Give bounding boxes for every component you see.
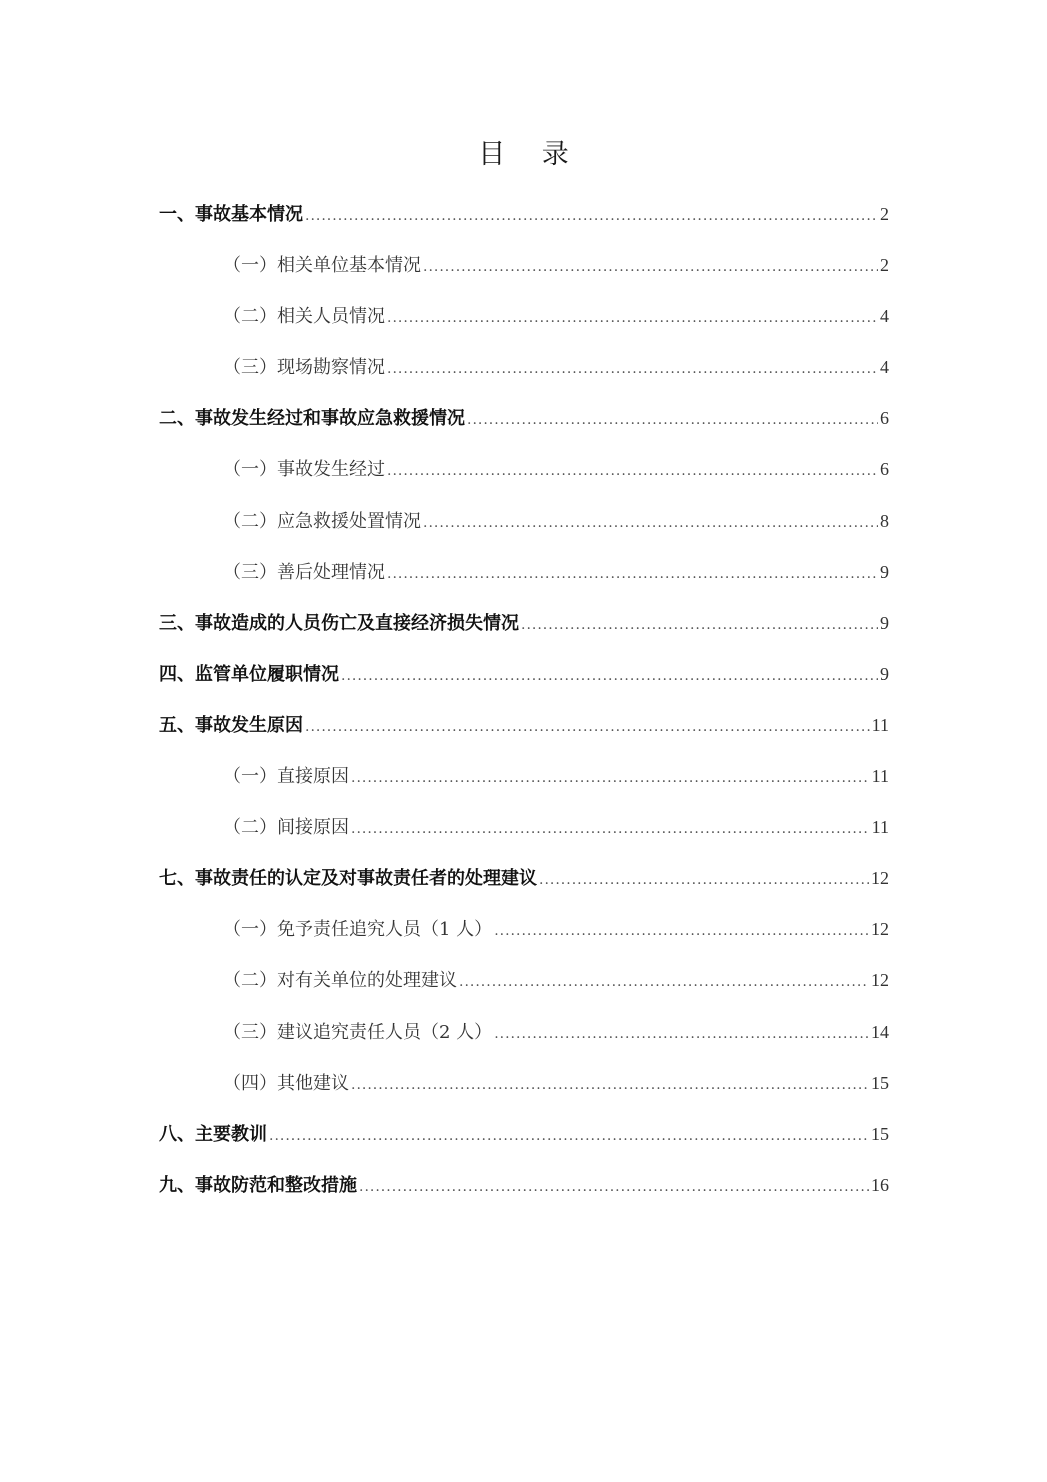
toc-entry[interactable] xyxy=(159,554,889,605)
toc-entry-page: 11 xyxy=(871,817,889,838)
toc-entry-label: （一）免予责任追究人员（1 人） xyxy=(223,919,493,941)
toc-entry[interactable] xyxy=(159,349,889,400)
toc-entry[interactable] xyxy=(159,707,889,758)
toc-entry[interactable] xyxy=(159,809,889,860)
toc-dot-leader xyxy=(341,658,878,694)
toc-entry[interactable] xyxy=(159,1167,889,1218)
toc-entry[interactable] xyxy=(159,911,889,962)
toc-entry-page: 14 xyxy=(871,1021,889,1042)
toc-dot-leader xyxy=(351,1067,869,1103)
toc-entry-page: 4 xyxy=(880,306,889,327)
toc-entry-page: 12 xyxy=(871,919,889,940)
toc-dot-leader xyxy=(387,453,878,489)
toc-entry-page: 15 xyxy=(871,1123,889,1144)
toc-entry-label: （二）相关人员情况 xyxy=(223,306,385,328)
toc-entry[interactable] xyxy=(159,451,889,502)
toc-entry-page: 4 xyxy=(880,357,889,378)
toc-entry[interactable] xyxy=(159,196,889,247)
toc-dot-leader xyxy=(269,1118,869,1154)
toc-entry-page: 6 xyxy=(880,408,889,429)
toc-entry[interactable] xyxy=(159,758,889,809)
toc-entry[interactable] xyxy=(159,503,889,554)
toc-entry-page: 12 xyxy=(871,868,889,889)
toc-entry-label: 一、事故基本情况 xyxy=(159,204,303,225)
toc-entry[interactable] xyxy=(159,1116,889,1167)
toc-entry[interactable] xyxy=(159,1014,889,1065)
toc-entry-label: （二）间接原因 xyxy=(223,817,349,839)
toc-title: 目 录 xyxy=(478,139,583,170)
toc-dot-leader xyxy=(459,964,869,1000)
toc-entry-label: （二）对有关单位的处理建议 xyxy=(223,970,457,992)
toc-dot-leader xyxy=(387,351,878,387)
toc-entry-label: 八、主要教训 xyxy=(159,1123,267,1145)
toc-entry-page: 15 xyxy=(871,1072,889,1093)
toc-entry-page: 9 xyxy=(880,663,889,684)
toc-entry[interactable] xyxy=(159,400,889,451)
toc-dot-leader xyxy=(521,607,878,643)
toc-entry-page: 9 xyxy=(880,561,889,582)
toc-dot-leader xyxy=(351,811,870,847)
toc-entry[interactable] xyxy=(159,962,889,1013)
toc-dot-leader xyxy=(351,760,870,796)
toc-entry[interactable] xyxy=(159,298,889,349)
toc-entry-label: （一）直接原因 xyxy=(223,766,349,788)
toc-dot-leader xyxy=(494,913,869,949)
toc-dot-leader xyxy=(423,505,878,541)
toc-entry-label: （三）现场勘察情况 xyxy=(223,357,385,379)
toc-list xyxy=(159,196,889,1218)
toc-dot-leader xyxy=(539,862,869,898)
toc-entry-page: 2 xyxy=(880,255,889,276)
toc-dot-leader xyxy=(387,556,878,592)
toc-entry-label: 五、事故发生原因 xyxy=(159,714,303,736)
toc-entry-page: 6 xyxy=(880,459,889,480)
toc-entry-label: 七、事故责任的认定及对事故责任者的处理建议 xyxy=(159,868,537,890)
toc-entry-page: 12 xyxy=(871,970,889,991)
toc-entry[interactable] xyxy=(159,860,889,911)
toc-dot-leader xyxy=(467,402,878,438)
toc-entry-page: 11 xyxy=(871,714,889,735)
toc-entry[interactable] xyxy=(159,605,889,656)
toc-entry-label: 三、事故造成的人员伤亡及直接经济损失情况 xyxy=(159,612,519,634)
toc-entry-label: （三）善后处理情况 xyxy=(223,561,385,583)
toc-entry-label: （一）相关单位基本情况 xyxy=(223,255,421,277)
toc-entry-page: 16 xyxy=(871,1174,889,1195)
toc-dot-leader xyxy=(494,1016,869,1052)
toc-entry[interactable] xyxy=(159,247,889,298)
toc-entry-label: （一）事故发生经过 xyxy=(223,459,385,481)
toc-entry[interactable] xyxy=(159,656,889,707)
toc-entry-label: 二、事故发生经过和事故应急救援情况 xyxy=(159,408,465,430)
toc-entry-label: 九、事故防范和整改措施 xyxy=(159,1174,357,1196)
toc-entry-page: 9 xyxy=(880,612,889,633)
toc-entry-page: 8 xyxy=(880,510,889,531)
toc-entry-label: （四）其他建议 xyxy=(223,1072,349,1094)
toc-dot-leader xyxy=(305,709,870,745)
toc-dot-leader xyxy=(359,1169,869,1205)
toc-entry-label: （三）建议追究责任人员（2 人） xyxy=(223,1021,493,1043)
toc-entry-label: （二）应急救援处置情况 xyxy=(223,510,421,532)
toc-entry-page: 2 xyxy=(880,204,889,224)
toc-entry-page: 11 xyxy=(871,766,889,787)
toc-dot-leader xyxy=(305,198,878,234)
toc-dot-leader xyxy=(387,300,878,336)
toc-entry-label: 四、监管单位履职情况 xyxy=(159,663,339,685)
toc-dot-leader xyxy=(423,249,878,285)
toc-entry[interactable] xyxy=(159,1065,889,1116)
